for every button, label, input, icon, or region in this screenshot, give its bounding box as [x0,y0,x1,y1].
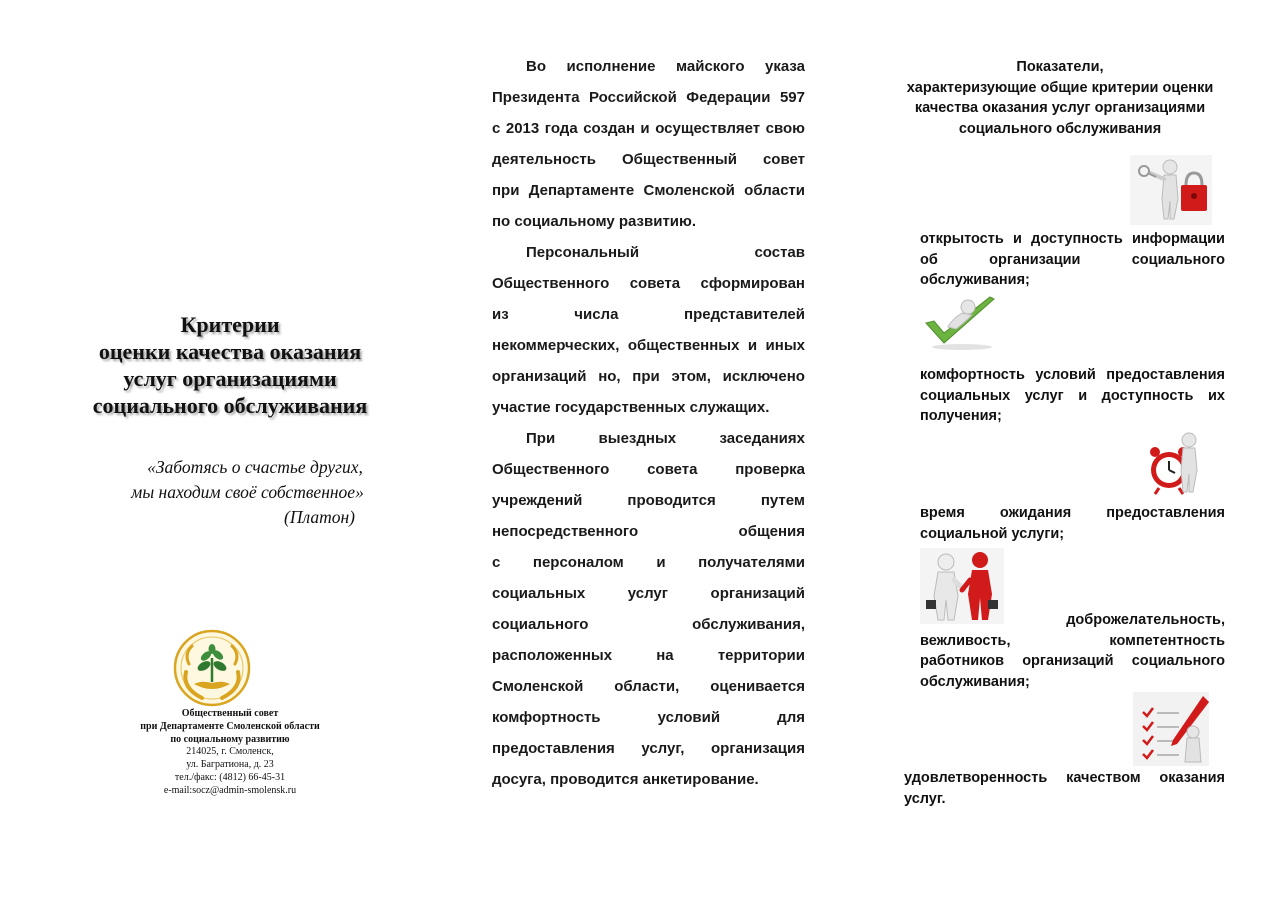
quote-line: мы находим своё собственное» [131,482,364,502]
title-line: Критерии [180,312,280,337]
text-line: доброжелательность, [1066,612,1225,628]
text-line: по социальному развитию. [492,213,696,230]
text-line: Общественного совета проверка [492,461,805,478]
brochure-title [40,311,420,419]
indicator-item [920,365,1225,427]
text-line: с персоналом и получателями [492,554,805,571]
text-line: время ожидания предоставления [920,505,1225,521]
indicators-heading [900,57,1220,139]
text-line: удовлетворенность качеством оказания [904,770,1225,786]
text-line: с 2013 года создан и осуществляет свою [492,120,805,137]
text-line: работников организаций социального [920,653,1225,669]
text-line: об организации социального [920,251,1225,268]
alarm-clock-person-icon [1145,430,1201,498]
heading-line: качества оказания услуг организациями [914,100,1206,116]
heading-line: Показатели, [1016,59,1104,75]
text-line: Общественного совета сформирован [492,275,805,292]
contact-line: Общественный совет [181,708,279,719]
text-line: непосредственного общения [492,523,805,540]
title-line: услуг организациями [123,366,337,391]
text-line: социального обслуживания, [492,616,805,633]
text-line: Во исполнение майского указа [526,58,805,75]
text-line: услуг. [904,790,946,807]
council-description [492,51,805,795]
text-line: Смоленской области, оценивается [492,678,805,695]
council-emblem-icon [172,628,252,708]
text-line: досуга, проводится анкетирование. [492,771,759,788]
indicator-item [920,229,1225,291]
text-line: предоставления услуг, организация [492,740,805,757]
contact-line: тел./факс: (4812) 66-45-31 [174,771,286,783]
indicator-item [920,503,1225,544]
text-line: учреждений проводится путем [492,492,805,509]
checklist-pencil-icon [1133,692,1209,766]
text-line: получения; [920,408,1002,424]
right-panel [900,0,1225,905]
text-line: организаций но, при этом, исключено [492,368,805,385]
checkmark-person-icon [922,293,998,351]
text-line: Персональный состав [526,244,805,261]
text-line: участие государственных служащих. [492,399,770,416]
text-line: социальных услуг и доступность их [920,387,1225,404]
text-line: обслуживания; [920,272,1030,288]
text-line: при Департаменте Смоленской области [492,182,805,199]
text-line: обслуживания; [920,673,1030,690]
text-line: социальных услуг организаций [492,585,805,602]
contact-line: ул. Багратиона, д. 23 [186,759,274,771]
text-line: из числа представителей [492,306,805,323]
text-line: расположенных на территории [492,647,805,664]
heading-line: характеризующие общие критерии оценки [906,79,1214,96]
indicator-item [904,768,1225,809]
text-line: некоммерческих, общественных и иных [492,337,805,354]
council-contacts [60,708,400,798]
text-line: деятельность Общественный совет [492,151,805,168]
contact-line: 214025, г. Смоленск, [186,746,274,758]
epigraph-quote [40,455,420,530]
middle-panel [492,0,805,905]
text-line: Президента Российской Федерации 597 [492,89,805,106]
text-line: При выездных заседаниях [526,430,805,447]
title-line: оценки качества оказания [98,339,362,364]
text-line: комфортность условий предоставления [920,367,1225,383]
left-panel [40,0,420,905]
heading-line: социального обслуживания [958,120,1162,137]
contact-line: по социальному развитию [170,733,290,745]
padlock-key-person-icon [1130,155,1212,225]
indicator-item [920,610,1225,692]
contact-email: e-mail:socz@admin-smolensk.ru [163,784,297,796]
contact-line: при Департаменте Смоленской области [140,720,320,732]
quote-author: (Платон) [284,507,355,527]
text-line: социальной услуги; [920,525,1065,542]
title-line: социального обслуживания [92,393,368,418]
text-line: открытость и доступность информации [920,231,1225,247]
text-line: комфортность условий для [492,709,805,726]
text-line: вежливость, компетентность [920,632,1225,649]
quote-line: «Заботясь о счастье других, [147,457,363,477]
